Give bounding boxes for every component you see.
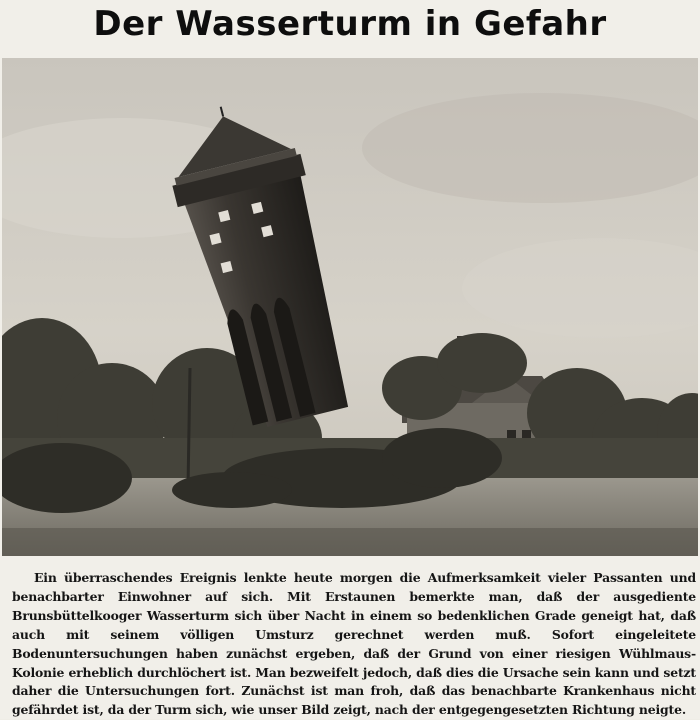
photo-illustration bbox=[2, 58, 698, 556]
headline: Der Wasserturm in Gefahr bbox=[93, 4, 607, 44]
pole bbox=[188, 368, 190, 488]
photo-leaning-water-tower bbox=[2, 58, 698, 556]
article-body: Ein überraschendes Ereignis lenkte heute morgen die Aufmerksamkeit vieler Passanten und benachbarter Einwohner auf sich. Mit Erstaunen bemerkte man, daß der ausgediente Brunsbüttelkooger Wasserturm sich über Nacht in einem so bedenklichen Grade geneigt hat, daß auch mit seinem völligen Umsturz gerechnet werden muß. Sofort eingeleitete Bodenuntersuchungen haben zunächst ergeben, daß der Grund von einer riesigen Wühlmaus-Kolonie erheblich durchlöchert ist. Man bezweifelt jedoch, daß dies die Ursache sein kann und setzt daher die Untersuchungen fort. Zunächst ist man froh, daß das benachbarte Krankenhaus nicht gefährdet ist, da der Turm sich, wie unser Bild zeigt, nach der entgegengesetzten Richtung neigte. bbox=[12, 570, 696, 718]
